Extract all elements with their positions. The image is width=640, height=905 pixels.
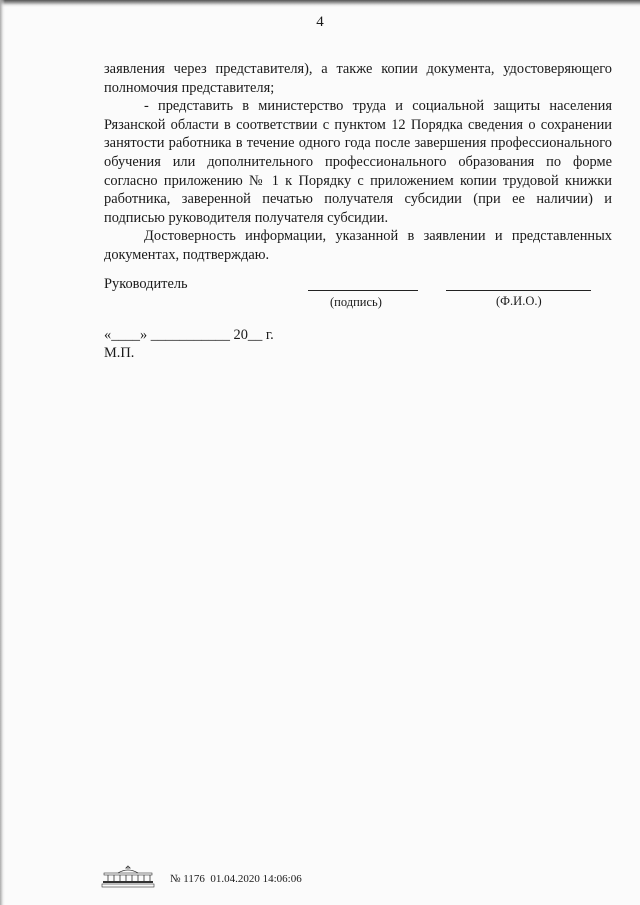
paragraph-obligation: - представить в министерство труда и социальной защиты населения Рязанской области в соответствии с пунктом 12 Порядка сведения о сохранении занятости работника в течение одного года после завершения профессионального обучения или дополнительного профессионального образования по форме согласно приложению № 1 к Порядку с приложением копии трудовой книжки работника, заверенной печатью получателя субсидии (при ее наличии) и подписью руководителя получателя субсидии. bbox=[104, 98, 612, 226]
name-caption: (Ф.И.О.) bbox=[496, 294, 542, 308]
signature-line bbox=[308, 290, 418, 291]
government-building-logo-icon bbox=[100, 864, 156, 888]
paragraph-confirmation: Достоверность информации, указанной в заявлении и представленных документах, подтверждаю. bbox=[104, 228, 612, 263]
scan-edge-left bbox=[0, 0, 5, 905]
footer bbox=[100, 864, 360, 888]
scan-edge-top bbox=[0, 0, 640, 7]
document-body bbox=[104, 60, 612, 265]
signature-block bbox=[104, 274, 612, 314]
stamp-label: М.П. bbox=[104, 345, 135, 361]
signature-role-label: Руководитель bbox=[104, 276, 188, 292]
date-line: «____» ___________ 20__ г. bbox=[104, 327, 274, 343]
name-line bbox=[446, 290, 591, 291]
paragraph-continuation: заявления через представителя), а также копии документа, удостоверяющего полномочия представителя; bbox=[104, 61, 612, 96]
document-registration-mark: № 1176 01.04.2020 14:06:06 bbox=[170, 873, 302, 885]
page-number: 4 bbox=[316, 14, 324, 30]
signature-caption: (подпись) bbox=[330, 295, 382, 309]
